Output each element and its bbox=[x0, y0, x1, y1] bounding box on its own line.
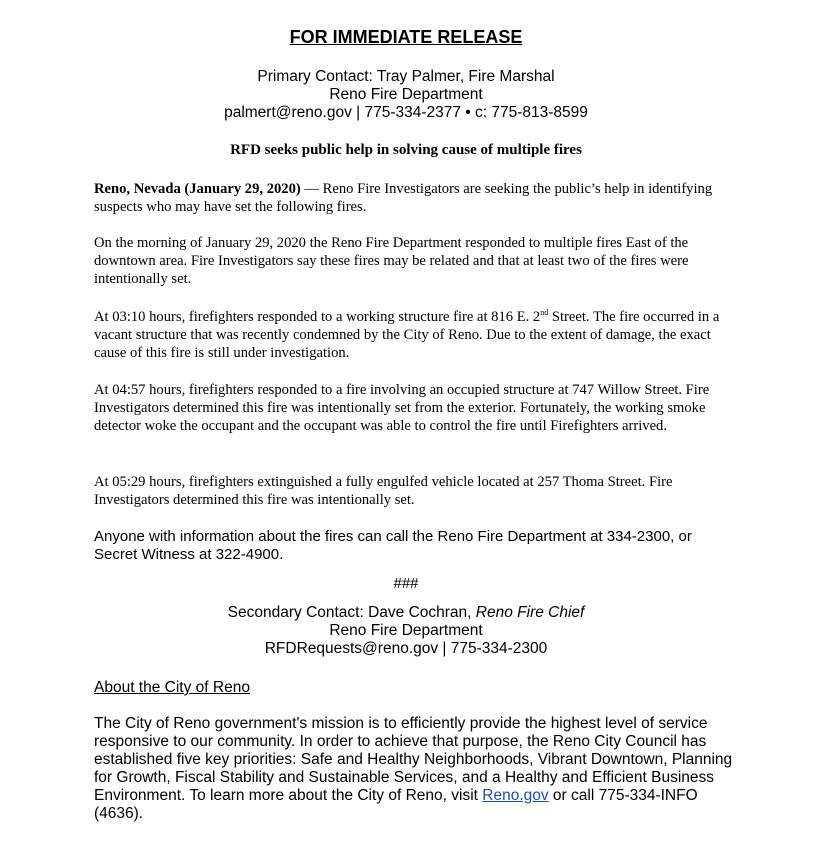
about-text: The City of Reno government's mission is to efficiently provide the highest level of service responsive to our community. In order to achieve that purpose, the Reno City Council has established five key priorities: Safe and Healthy Neighborhoods, Vibrant Downtown, Planning for Growth, Fiscal Stability and Sustainable Services, and a Healthy and Efficient Business Environment. To learn more about the City of Reno, visit bbox=[94, 715, 733, 804]
paragraph-contact-info: Anyone with information about the fires can call the Reno Fire Department at 334-2300, or Secret Witness at 322-4900. bbox=[94, 528, 692, 563]
paragraph-fire-3: At 05:29 hours, firefighters extinguished a fully engulfed vehicle located at 257 Thoma Street. Fire Investigators determined this fire was intentionally set. bbox=[94, 474, 673, 508]
secondary-contact-prefix: Secondary Contact: Dave Cochran, bbox=[227, 604, 476, 621]
about-heading: About the City of Reno bbox=[94, 679, 250, 696]
secondary-contact-name bbox=[0, 604, 812, 622]
secondary-contact bbox=[0, 604, 812, 658]
reno-gov-link[interactable]: Reno.gov bbox=[482, 787, 549, 804]
fire-1-text-start: At 03:10 hours, firefighters responded to a working structure fire at 816 E. 2 bbox=[94, 309, 541, 325]
intro-text: — Reno Fire Investigators are seeking the public’s help in identifying suspects who may have set the following fires. bbox=[94, 181, 713, 215]
paragraph-fire-2: At 04:57 hours, firefighters responded to a fire involving an occupied structure at 747 Willow Street. Fire Investigators determined this fire was intentionally set from the exterior. Fortunately, the working smoke detector woke the occupant and the occupant was able to control the fire until Firefighters arrived. bbox=[94, 382, 710, 434]
about-tail: or call 775-334-INFO (4636). bbox=[94, 787, 698, 822]
secondary-contact-title: Reno Fire Chief bbox=[475, 604, 585, 621]
primary-contact-info: palmert@reno.gov | 775-334-2377 • c: 775-813-8599 bbox=[224, 104, 588, 121]
headline: RFD seeks public help in solving cause of multiple fires bbox=[230, 142, 582, 158]
primary-contact-department: Reno Fire Department bbox=[329, 86, 483, 103]
fire-1-text-end: Street. The fire occurred in a vacant structure that was recently condemned by the City of Reno. Due to the extent of damage, the exact cause of this fire is still under investigation. bbox=[94, 309, 720, 361]
end-separator: ### bbox=[393, 575, 419, 592]
release-title: FOR IMMEDIATE RELEASE bbox=[289, 27, 523, 47]
about-body bbox=[94, 715, 744, 823]
paragraph-overview: On the morning of January 29, 2020 the Reno Fire Department responded to multiple fires East of the downtown area. Fire Investigators say these fires may be related and that at least two of the fires were intentionally set. bbox=[94, 235, 689, 287]
secondary-contact-info: RFDRequests@reno.gov | 775-334-2300 bbox=[264, 640, 548, 657]
primary-contact bbox=[0, 68, 812, 122]
paragraph-fire-1 bbox=[94, 308, 734, 362]
ordinal-suffix: nd bbox=[540, 308, 549, 318]
paragraph-intro bbox=[94, 180, 734, 216]
primary-contact-name: Primary Contact: Tray Palmer, Fire Marshal bbox=[257, 68, 555, 85]
secondary-contact-department: Reno Fire Department bbox=[329, 622, 483, 639]
dateline: Reno, Nevada (January 29, 2020) bbox=[94, 181, 301, 197]
